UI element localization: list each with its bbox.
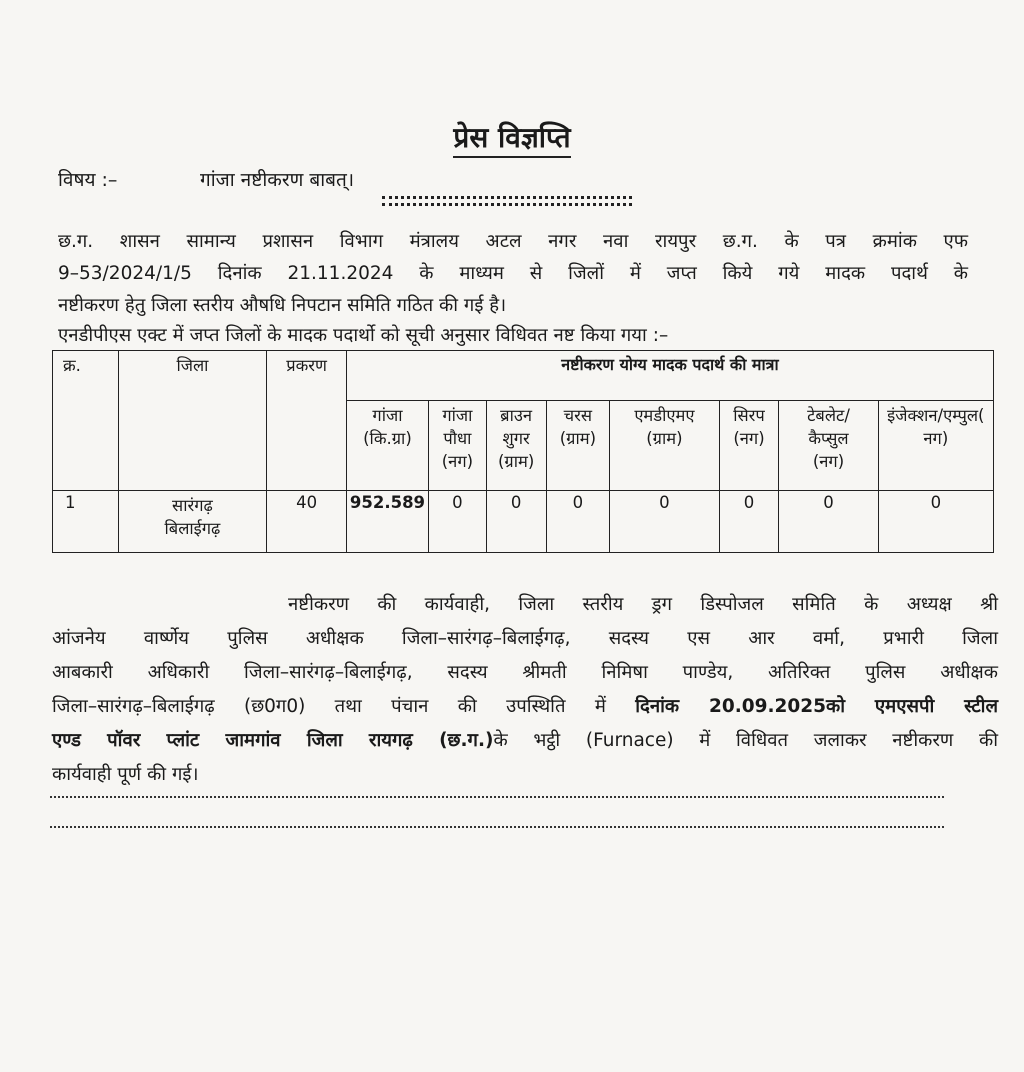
cell-ganja-plant: 0: [429, 491, 487, 553]
intro-paragraph: [58, 226, 968, 322]
proceedings-line-5: एण्ड पॉवर प्लांट जामगांव जिला रायगढ़ (छ.ग.)के भट्ठी (Furnace) में विधिवत जलाकर नष्टीकरण की: [52, 730, 998, 751]
header-cases: प्रकरण: [267, 351, 347, 491]
cell-cases: 40: [267, 491, 347, 553]
destruction-date: दिनांक 20.09.2025को एमएसपी स्टील: [635, 696, 998, 717]
header-syrup: सिरप (नग): [719, 401, 779, 491]
header-ganja-plant: गांजा पौधा (नग): [429, 401, 487, 491]
cell-charas: 0: [546, 491, 610, 553]
cell-brown-sugar: 0: [486, 491, 546, 553]
cell-injection: 0: [878, 491, 993, 553]
destruction-table: [52, 350, 994, 553]
page-title: [0, 118, 1024, 156]
header-sr: क्र.: [53, 351, 119, 491]
header-injection: इंजेक्शन/एम्पुल( नग): [878, 401, 993, 491]
proceedings-line-4: जिला–सारंगढ़–बिलाईगढ़ (छ0ग0) तथा पंचान की उपस्थिति में दिनांक 20.09.2025को एमएसपी स्टील: [52, 696, 998, 717]
proceedings-line-2: आंजनेय वार्ष्णेय पुलिस अधीक्षक जिला–सारंगढ़–बिलाईगढ़, सदस्य एस आर वर्मा, प्रभारी जिला: [52, 628, 998, 649]
header-charas: चरस (ग्राम): [546, 401, 610, 491]
ndps-statement: एनडीपीएस एक्ट में जप्त जिलों के मादक पदार्थो को सूची अनुसार विधिवत नष्ट किया गया :–: [58, 325, 669, 346]
cell-ganja: 952.589: [346, 491, 428, 553]
header-brown-sugar: ब्राउन शुगर (ग्राम): [486, 401, 546, 491]
header-district: जिला: [118, 351, 267, 491]
proceedings-line-3: आबकारी अधिकारी जिला–सारंगढ़–बिलाईगढ़, सदस्य श्रीमती निमिषा पाण्डेय, अतिरिक्त पुलिस अधीक्षक: [52, 662, 998, 683]
proceedings-paragraph: [52, 588, 998, 792]
cell-mdma: 0: [610, 491, 719, 553]
separator-dots-bottom-1: [50, 796, 944, 798]
header-quantity-group: नष्टीकरण योग्य मादक पदार्थ की मात्रा: [346, 351, 993, 401]
cell-sr: 1: [53, 491, 119, 553]
title-text: प्रेस विज्ञप्ति: [453, 121, 570, 158]
intro-line-3: नष्टीकरण हेतु जिला स्तरीय औषधि निपटान समिति गठित की गई है।: [58, 295, 507, 316]
intro-line-1: छ.ग. शासन सामान्य प्रशासन विभाग मंत्रालय अटल नगर नवा रायपुर छ.ग. के पत्र क्रमांक एफ: [58, 231, 968, 252]
plant-name: एण्ड पॉवर प्लांट जामगांव जिला रायगढ़ (छ.ग.): [52, 730, 494, 751]
subject-line: [58, 166, 354, 192]
table-row: [53, 491, 994, 553]
subject-text: गांजा नष्टीकरण बाबत्।: [200, 169, 355, 191]
intro-line-2: 9–53/2024/1/5 दिनांक 21.11.2024 के माध्यम से जिलों में जप्त किये गये मादक पदार्थ के: [58, 263, 968, 284]
subject-label: विषय :–: [58, 169, 118, 191]
header-ganja: गांजा (कि.ग्रा): [346, 401, 428, 491]
cell-tablet: 0: [779, 491, 878, 553]
cell-district: सारंगढ़ बिलाईगढ़: [118, 491, 267, 553]
separator-dots-bottom-2: [50, 826, 944, 828]
header-tablet: टेबलेट/ कैप्सुल (नग): [779, 401, 878, 491]
proceedings-line-1: नष्टीकरण की कार्यवाही, जिला स्तरीय ड्रग डिस्पोजल समिति के अध्यक्ष श्री: [288, 594, 998, 615]
cell-syrup: 0: [719, 491, 779, 553]
header-mdma: एमडीएमए (ग्राम): [610, 401, 719, 491]
proceedings-line-6: कार्यवाही पूर्ण की गई।: [52, 764, 199, 785]
separator-dots: [382, 196, 632, 206]
